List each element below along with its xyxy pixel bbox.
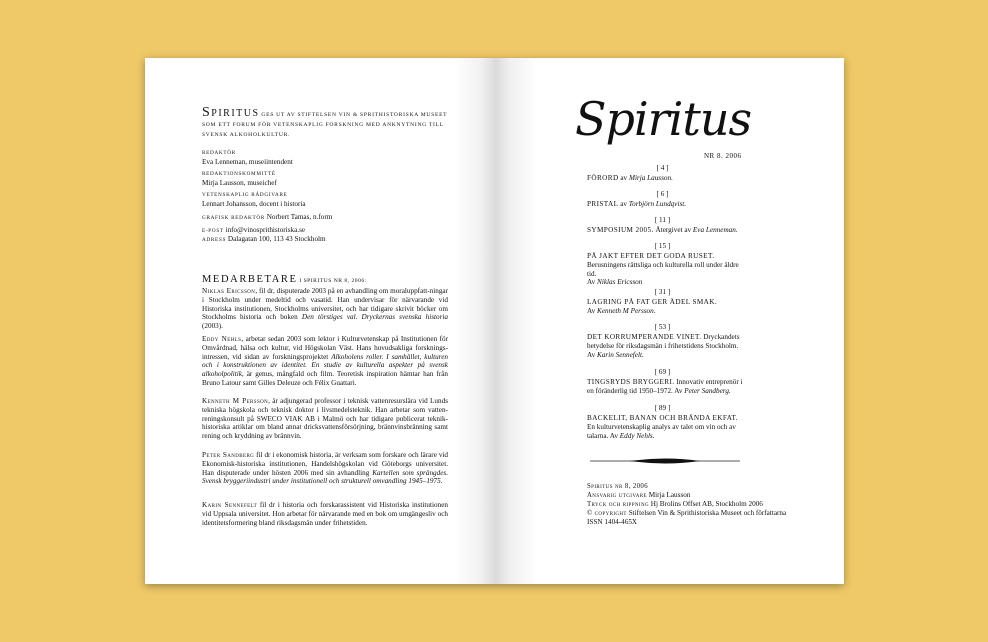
colophon-print (587, 500, 807, 509)
staff-advisor (202, 191, 448, 209)
toc-author: Peter Sandberg. (684, 386, 731, 395)
graphic-editor (202, 213, 448, 223)
toc-page-number: [ 69 ] (654, 368, 671, 376)
toc-entry (587, 226, 747, 235)
magazine-spread (145, 58, 844, 584)
graphic-editor-value: Norbert Tamas, n.form (266, 213, 333, 221)
copyright-value: Stiftelsen Vin & Sprithistoriska Museet och författarna (628, 509, 787, 517)
bio-text-end: (2003). (202, 322, 223, 331)
spiritus-logo: Spiritus (575, 92, 752, 146)
masthead-intro (202, 105, 448, 140)
staff-value: Eva Lenneman, museiintendent (202, 157, 293, 166)
toc-page-number: [ 11 ] (654, 216, 671, 224)
toc-title: SYMPOSIUM 2005. (587, 226, 654, 234)
toc-desc: Återgivet av (653, 226, 693, 234)
toc-entry (587, 414, 749, 440)
toc-page-number: [ 6 ] (656, 190, 669, 198)
toc-title: TINGSRYDS BRYGGERI. (587, 378, 675, 386)
address-label: ADRESS (202, 237, 227, 243)
bio-nehls (202, 335, 448, 388)
bio-text: , arbetar sedan 2003 som lektor i Kulturvetenskap på Institutionen för Omvårdnad, hälsa och kultur, vid Högskolan Väst. Hans huvudsakliga forsknings-intressen, vid sidan av forskningsprojektet (202, 335, 448, 361)
graphic-editor-label: GRAFISK REDAKTÖR (202, 215, 265, 221)
toc-title: PÅ JAKT EFTER DET GODA RUSET. (587, 252, 715, 260)
publisher-value: Mirja Lausson (648, 491, 691, 499)
staff-label: REDAKTIONSKOMMITTÉ (202, 171, 276, 177)
colophon-issue: Spiritus nr 8, 2006 (587, 483, 649, 490)
toc-page-number: [ 31 ] (654, 288, 671, 296)
toc-entry (587, 298, 749, 316)
copyright-label: © copyright (587, 510, 627, 517)
bio-text-end: är genus, mångfald och film. Teoretisk inspiration hämtar han från Bruno Latour samt Gilles Deleuze och Félix Guattari. (202, 370, 448, 387)
toc-page-number: [ 4 ] (656, 164, 669, 172)
bio-sandberg (202, 451, 448, 486)
toc-author: Karin Sennefelt. (597, 350, 644, 359)
bio-sennefelt (202, 501, 448, 527)
toc-desc: En kulturvetenskaplig analys av talet om vin och av talarna. Av (587, 422, 736, 440)
toc-by: av (618, 174, 629, 182)
publisher-label: Ansvarig utgivare (587, 492, 647, 499)
issue-number: NR 8. 2006 (704, 152, 742, 160)
contact-address (202, 235, 448, 245)
colophon-copyright (587, 509, 807, 518)
toc-page-number: [ 89 ] (654, 404, 671, 412)
toc-author: Kenneth M Persson. (597, 306, 656, 315)
toc-title: DET KORRUMPERANDE VINET. (587, 333, 702, 341)
bio-persson (202, 397, 448, 441)
bio-title: Alkoholens roller. I samhället, kulturen och i konstruktionen av identitet. En studie av kulturella aspekter på svensk alkoholpolitik, (202, 352, 448, 379)
ornament-divider (590, 457, 740, 465)
contributors-title: MEDARBETARE (202, 274, 298, 285)
contributors-heading (202, 274, 448, 287)
toc-title: PRISTAL (587, 200, 619, 208)
bio-name: Peter Sandberg (202, 451, 255, 459)
toc-page-number: [ 53 ] (654, 323, 671, 331)
toc-author: Eddy Nehls. (619, 431, 655, 440)
print-value: Hj Brolins Offset AB, Stockholm 2006 (650, 500, 763, 508)
toc-desc: Berusningens rättsliga och kulturella roll under äldre tid. (587, 260, 739, 278)
bio-name: Kenneth M Persson (202, 397, 269, 405)
bio-title: Kartellen som sprängdes. Svensk bryggeriindustri under institutionell och strukturell omvandling 1945–1975. (202, 468, 449, 486)
toc-title: BACKELIT, BANAN OCH BRÄNDA EKFAT. (587, 414, 738, 422)
bio-name: Niklas Ericsson (202, 287, 256, 295)
toc-by: Av (587, 306, 598, 315)
address-value: Dalagatan 100, 113 43 Stockholm (227, 235, 326, 243)
toc-entry (587, 252, 749, 287)
masthead-brand: Spiritus (202, 105, 260, 120)
print-label: Tryck och rippning (587, 501, 649, 508)
bio-ericsson (202, 287, 448, 331)
staff-value: Lennart Johansson, docent i historia (202, 199, 306, 208)
staff-editor (202, 149, 448, 167)
bio-text: fil dr i ekonomisk historia, är verksam som forskare och lärare vid Ekonomisk-historiska institutionen, Handelshögskolan vid Göteborgs universitet. Han disputerade under hösten 2006 med sin avhandling (202, 451, 448, 477)
toc-by: Av (587, 278, 598, 287)
colophon (587, 482, 807, 527)
colophon-issn: ISSN 1404-465X (587, 518, 638, 526)
right-page (495, 58, 844, 584)
masthead-description: GES UT AV STIFTELSEN VIN & SPRITHISTORISKA MUSEET SOM ETT FORUM FÖR VETENSKAPLIG FORSKNING MED ANKNYTNING TILL SVENSK ALKOHOLKULTUR. (202, 112, 448, 138)
toc-page-number: [ 15 ] (654, 242, 671, 250)
toc-author: Torbjörn Lundqvist. (628, 200, 687, 208)
toc-author: Niklas Ericsson (597, 278, 643, 287)
staff-label: VETENSKAPLIG RÅDGIVARE (202, 192, 288, 198)
toc-author: Mirja Lausson. (628, 174, 673, 182)
toc-desc: Dryckandets betydelse för riksdagsmän i frihetstidens Stockholm. (587, 333, 740, 350)
bio-title: Den törstiges val. Dryckernas svenska historia (301, 313, 448, 322)
colophon-publisher (587, 491, 807, 500)
bio-name: Karin Sennefelt (202, 501, 258, 509)
bio-text: , fil dr, disputerade 2003 på en avhandling om moraluppfatt-ningar i Stockholm under medeltid och vasatid. Han undervisar för närvarande vid Historiska institutionen, Stockholms universitet, och har tidigare skrivit böcker om Stockholms historia och boken (202, 287, 448, 322)
staff-value: Mirja Lausson, museichef (202, 178, 277, 187)
toc-entry (587, 174, 747, 183)
toc-desc: Innovativ entreprenör i en föränderlig tid 1950–1972. Av (587, 378, 743, 395)
toc-entry (587, 200, 747, 209)
left-page (145, 58, 495, 584)
staff-committee (202, 170, 448, 188)
toc-entry (587, 378, 749, 396)
contributors-subtitle: I SPIRITUS NR 8, 2006: (299, 278, 367, 284)
toc-title: FÖRORD (587, 174, 619, 182)
toc-entry (587, 333, 749, 359)
bio-text: fil dr i historia och forskarassistent vid Historiska institutionen vid Uppsala universitet. Hon arbetar för närvarande med en bok om umgängesliv och identitetsformering bland riksdagsmän under frihetstiden. (202, 501, 448, 527)
email-value: info@vinosprithistoriska.se (225, 226, 306, 234)
toc-author: Eva Lenneman. (692, 226, 738, 234)
toc-by: av (618, 200, 629, 208)
email-label: E-POST (202, 228, 224, 234)
toc-title: LAGRING PÅ FAT GER ÄDEL SMAK. (587, 298, 718, 306)
toc-by: Av (587, 350, 598, 359)
staff-label: REDAKTÖR (202, 150, 236, 156)
bio-text: , är adjungerad professor i teknisk vattenresurslära vid Lunds tekniska högskola och teknisk doktor i livsmedelsteknik. Han arbetar som vatten-reningskonsult på SWECO VIAK AB i Malmö och har tidigare publicerat teknik-historiska artiklar om bland annat dricksvattensförsörjning, brännvinsbränning samt rening och kryddning av brännvin. (202, 397, 449, 441)
bio-name: Eddy Nehls (202, 335, 242, 343)
